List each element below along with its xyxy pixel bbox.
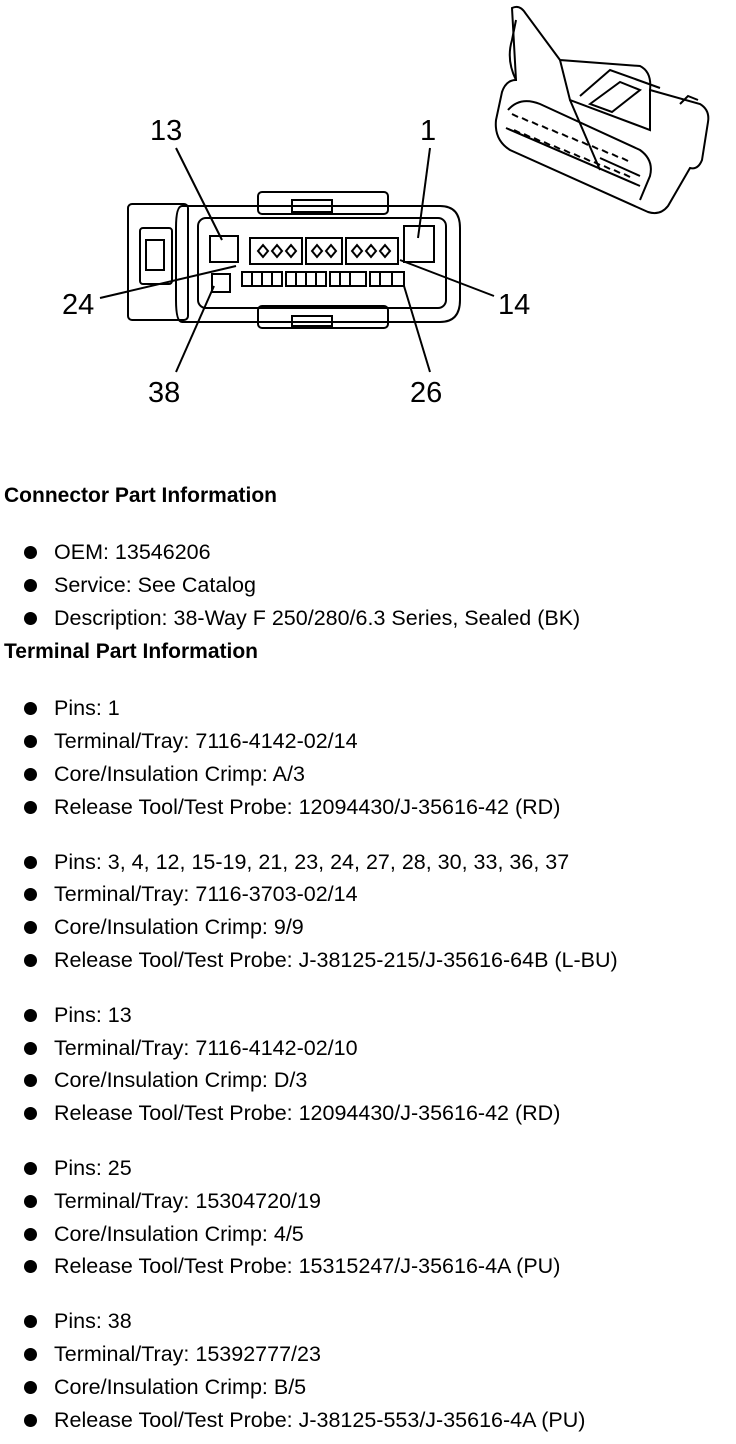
list-item: Release Tool/Test Probe: J-38125-553/J-35616-4A (PU) xyxy=(0,1404,736,1437)
list-item: Release Tool/Test Probe: 12094430/J-35616-42 (RD) xyxy=(0,791,736,824)
list-item: Release Tool/Test Probe: 15315247/J-35616-4A (PU) xyxy=(0,1250,736,1283)
list-item: Pins: 38 xyxy=(0,1305,736,1338)
pin-label-1: 1 xyxy=(420,115,437,147)
list-item: Pins: 13 xyxy=(0,999,736,1032)
pin-label-24: 24 xyxy=(62,289,95,321)
list-item: Terminal/Tray: 15304720/19 xyxy=(0,1185,736,1218)
list-item: Pins: 1 xyxy=(0,692,736,725)
list-item: Terminal/Tray: 7116-4142-02/14 xyxy=(0,725,736,758)
pin-label-26: 26 xyxy=(410,377,443,409)
list-item: Terminal/Tray: 7116-4142-02/10 xyxy=(0,1032,736,1065)
terminal-group-3 xyxy=(0,999,736,1130)
terminal-group-2 xyxy=(0,846,736,977)
list-item: Description: 38-Way F 250/280/6.3 Series, Sealed (BK) xyxy=(0,602,736,635)
list-item: Release Tool/Test Probe: 12094430/J-35616-42 (RD) xyxy=(0,1097,736,1130)
connector-diagram xyxy=(0,0,736,420)
list-item: Terminal/Tray: 15392777/23 xyxy=(0,1338,736,1371)
list-item: Pins: 25 xyxy=(0,1152,736,1185)
connector-info-list xyxy=(0,536,736,634)
list-item: Core/Insulation Crimp: 4/5 xyxy=(0,1218,736,1251)
part-information xyxy=(0,478,736,1436)
connector-perspective-drawing xyxy=(496,7,709,213)
terminal-group-4 xyxy=(0,1152,736,1283)
list-item: Core/Insulation Crimp: B/5 xyxy=(0,1371,736,1404)
terminal-group-1 xyxy=(0,692,736,823)
terminal-info-title: Terminal Part Information xyxy=(4,640,258,664)
pin-label-13: 13 xyxy=(150,115,183,147)
list-item: Release Tool/Test Probe: J-38125-215/J-35616-64B (L-BU) xyxy=(0,944,736,977)
list-item: Core/Insulation Crimp: D/3 xyxy=(0,1064,736,1097)
list-item: Pins: 3, 4, 12, 15-19, 21, 23, 24, 27, 28, 30, 33, 36, 37 xyxy=(0,846,736,879)
connector-info-title: Connector Part Information xyxy=(4,484,278,507)
list-item: Terminal/Tray: 7116-3703-02/14 xyxy=(0,878,736,911)
list-item: Core/Insulation Crimp: 9/9 xyxy=(0,911,736,944)
pin-label-38: 38 xyxy=(148,377,181,409)
pin-label-14: 14 xyxy=(498,289,531,321)
list-item: Service: See Catalog xyxy=(0,569,736,602)
list-item: Core/Insulation Crimp: A/3 xyxy=(0,758,736,791)
list-item: OEM: 13546206 xyxy=(0,536,736,569)
terminal-group-5 xyxy=(0,1305,736,1436)
